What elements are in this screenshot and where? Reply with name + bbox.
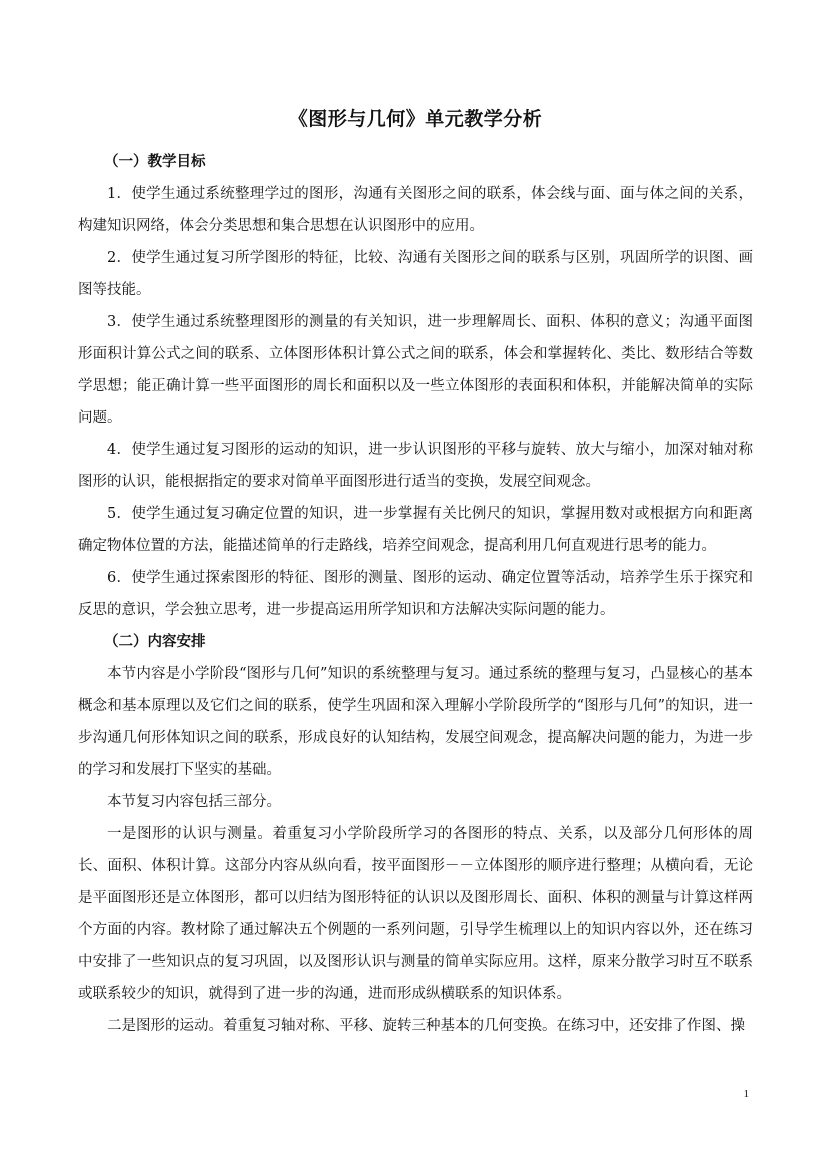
- paragraph: 3．使学生通过系统整理图形的测量的有关知识，进一步理解周长、面积、体积的意义；沟通平面图形面积计算公式之间的联系、立体图形体积计算公式之间的联系，体会和掌握转化、类比、数形结合等数学思想；能正确计算一些平面图形的周长和面积以及一些立体图形的表面积和体积，并能解决简单的实际问题。: [78, 314, 753, 426]
- document-body: [78, 106, 753, 1042]
- section-teaching-goals: [78, 146, 753, 626]
- paragraph: 二是图形的运动。着重复习轴对称、平移、旋转三种基本的几何变换。在练习中，还安排了作图、操: [107, 1018, 745, 1034]
- paragraph: 2．使学生通过复习所学图形的特征，比较、沟通有关图形之间的联系与区别，巩固所学的识图、画图等技能。: [78, 250, 753, 298]
- page-number: 1: [743, 1088, 749, 1100]
- paragraph: 本节内容是小学阶段“图形与几何”知识的系统整理与复习。通过系统的整理与复习，凸显核心的基本概念和基本原理以及它们之间的联系，使学生巩固和深入理解小学阶段所学的“图形与几何”的知识，进一步沟通几何形体知识之间的联系，形成良好的认知结构，发展空间观念，提高解决问题的能力，为进一步的学习和发展打下坚实的基础。: [78, 666, 753, 778]
- paragraph: 4．使学生通过复习图形的运动的知识，进一步认识图形的平移与旋转、放大与缩小，加深对轴对称图形的认识，能根据指定的要求对简单平面图形进行适当的变换，发展空间观念。: [78, 442, 753, 490]
- document-title: 《图形与几何》单元教学分析: [288, 108, 543, 130]
- paragraph: 5．使学生通过复习确定位置的知识，进一步掌握有关比例尺的知识，掌握用数对或根据方向和距离确定物体位置的方法，能描述简单的行走路线，培养空间观念，提高利用几何直观进行思考的能力。: [78, 506, 753, 554]
- paragraph: 6．使学生通过探索图形的特征、图形的测量、图形的运动、确定位置等活动，培养学生乐于探究和反思的意识，学会独立思考，进一步提高运用所学知识和方法解决实际问题的能力。: [78, 570, 753, 618]
- paragraph: 1．使学生通过系统整理学过的图形，沟通有关图形之间的联系，体会线与面、面与体之间的关系，构建知识网络，体会分类思想和集合思想在认识图形中的应用。: [78, 186, 753, 234]
- paragraph: 本节复习内容包括三部分。: [107, 794, 281, 810]
- section-content-arrangement: [78, 626, 753, 1042]
- section-heading: （一）教学目标: [104, 153, 206, 170]
- section-heading: （二）内容安排: [104, 633, 206, 650]
- paragraph: 一是图形的认识与测量。着重复习小学阶段所学习的各图形的特点、关系，以及部分几何形体的周长、面积、体积计算。这部分内容从纵向看，按平面图形－－立体图形的顺序进行整理；从横向看，无论是平面图形还是立体图形，都可以归结为图形特征的认识以及图形周长、面积、体积的测量与计算这样两个方面的内容。教材除了通过解决五个例题的一系列问题，引导学生梳理以上的知识内容以外，还在练习中安排了一些知识点的复习巩固，以及图形认识与测量的简单实际应用。这样，原来分散学习时互不联系或联系较少的知识，就得到了进一步的沟通，进而形成纵横联系的知识体系。: [78, 826, 753, 1002]
